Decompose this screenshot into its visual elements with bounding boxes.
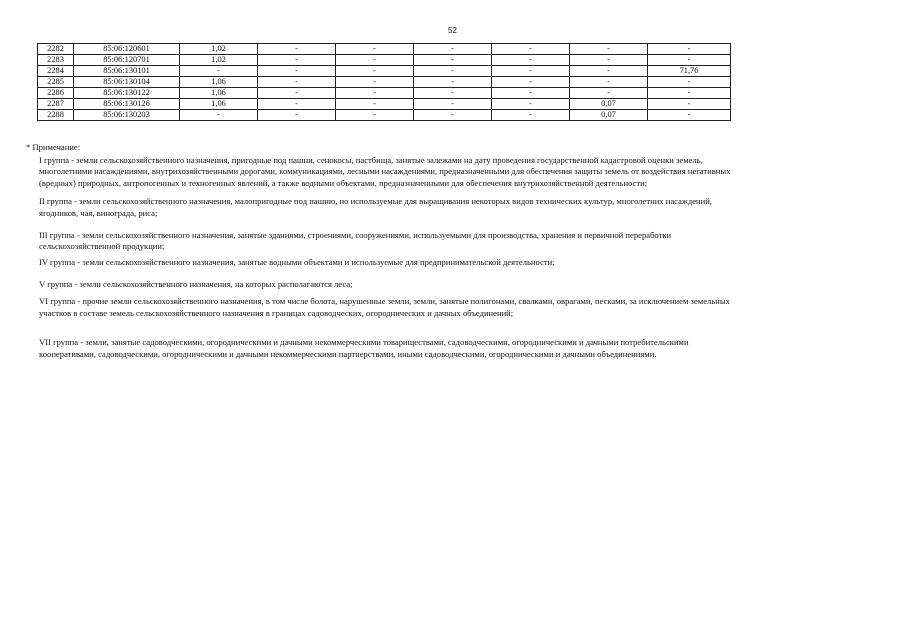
table-cell: 1,02 bbox=[180, 55, 258, 66]
table-cell: - bbox=[492, 44, 570, 55]
table-cell: - bbox=[570, 77, 648, 88]
table-cell: 85:06:120601 bbox=[74, 44, 180, 55]
notes-title: * Примечание: bbox=[26, 142, 81, 152]
table-cell: 85:06:130122 bbox=[74, 88, 180, 99]
note-group-6: VI группа - прочие земли сельскохозяйственного назначения, в том числе болота, нарушенные земли, земли, занятые полигонами, свалками, оврагами, песками, за исключением земельных участков в составе земель сельскохозяйственного назначения в границах садоводческих, огороднических и дачных объединений; bbox=[39, 295, 730, 318]
table-cell: 2285 bbox=[38, 77, 74, 88]
table-cell: - bbox=[570, 55, 648, 66]
table-cell: 0,07 bbox=[570, 110, 648, 121]
note-group-1: I группа - земли сельскохозяйственного назначения, пригодные под пашни, сенокосы, пастбища, занятые залежами на дату проведения государственной кадастровой оценки земель, многолетними насаждениями, внутрихозяйственными дорогами, коммуникациями, лесными насаждениями, предназначенными для обеспечения защиты земель от воздействия негативных (вредных) природных, антропогенных и техногенных явлений, а также водными объектами, предназначенными для обеспечения внутрихозяйственной деятельности; bbox=[39, 154, 731, 188]
table-cell: 2287 bbox=[38, 99, 74, 110]
table-cell: 2288 bbox=[38, 110, 74, 121]
table-cell: - bbox=[570, 88, 648, 99]
table-cell: 2286 bbox=[38, 88, 74, 99]
table-cell: - bbox=[492, 66, 570, 77]
table-cell: 1,06 bbox=[180, 77, 258, 88]
table-cell: - bbox=[336, 66, 414, 77]
table-cell: - bbox=[648, 77, 731, 88]
table-cell: - bbox=[336, 88, 414, 99]
table-cell: - bbox=[336, 44, 414, 55]
table-cell: 2283 bbox=[38, 55, 74, 66]
table-cell: - bbox=[258, 55, 336, 66]
table-cell: 1,06 bbox=[180, 88, 258, 99]
table-cell: - bbox=[336, 99, 414, 110]
table-cell: - bbox=[180, 110, 258, 121]
table-cell: - bbox=[414, 77, 492, 88]
table-cell: - bbox=[570, 66, 648, 77]
table-cell: - bbox=[258, 110, 336, 121]
table-row bbox=[38, 99, 731, 110]
table-cell: 85:06:130104 bbox=[74, 77, 180, 88]
table-cell: 0,07 bbox=[570, 99, 648, 110]
table-cell: - bbox=[570, 44, 648, 55]
table-cell: - bbox=[648, 99, 731, 110]
table-cell: - bbox=[414, 110, 492, 121]
table-cell: - bbox=[492, 55, 570, 66]
table-cell: - bbox=[492, 77, 570, 88]
table-cell: - bbox=[414, 99, 492, 110]
table-row bbox=[38, 77, 731, 88]
table-cell: 1,06 bbox=[180, 99, 258, 110]
table-cell: 71,76 bbox=[648, 66, 731, 77]
table-cell: - bbox=[258, 77, 336, 88]
notes-section bbox=[26, 142, 734, 360]
note-group-4: IV группа - земли сельскохозяйственного назначения, занятые водными объектами и используемые для предпринимательской деятельности; bbox=[39, 256, 555, 267]
table-cell: 2284 bbox=[38, 66, 74, 77]
table-cell: - bbox=[492, 99, 570, 110]
table-cell: 85:06:130101 bbox=[74, 66, 180, 77]
table-cell: - bbox=[414, 66, 492, 77]
table-row bbox=[38, 55, 731, 66]
table-cell: 85:06:130126 bbox=[74, 99, 180, 110]
table-body bbox=[38, 44, 731, 121]
note-group-3: III группа - земли сельскохозяйственного назначения, занятые зданиями, строениями, сооружениями, используемыми для производства, хранения и первичной переработки сельскохозяйственной продукции; bbox=[39, 229, 672, 252]
table-cell: - bbox=[648, 55, 731, 66]
note-group-7: VII группа - земли, занятые садоводческими, огородническими и дачными некоммерческими товариществами, садоводческими, огородническими и дачными потребительскими кооперативами, садоводческими, огородническими и дачными некоммерческими партнерствами, иными садоводческими, огородническими и дачными объединениями. bbox=[39, 337, 689, 359]
table-cell: 2282 bbox=[38, 44, 74, 55]
table-cell: - bbox=[336, 77, 414, 88]
table-cell: - bbox=[258, 44, 336, 55]
valuation-table bbox=[37, 43, 731, 121]
table-cell: 1,02 bbox=[180, 44, 258, 55]
table-row bbox=[38, 88, 731, 99]
table-cell: - bbox=[258, 88, 336, 99]
note-group-5: V группа - земли сельскохозяйственного назначения, на которых располагаются леса; bbox=[39, 279, 353, 290]
page-number: 52 bbox=[448, 26, 457, 35]
table-cell: - bbox=[180, 66, 258, 77]
table-cell: 85:06:120701 bbox=[74, 55, 180, 66]
table-cell: - bbox=[414, 55, 492, 66]
table-cell: 85:06:130203 bbox=[74, 110, 180, 121]
table-cell: - bbox=[648, 44, 731, 55]
table-cell: - bbox=[492, 88, 570, 99]
table-cell: - bbox=[648, 88, 731, 99]
table-cell: - bbox=[414, 88, 492, 99]
table-cell: - bbox=[258, 66, 336, 77]
table-row bbox=[38, 44, 731, 55]
table-cell: - bbox=[258, 99, 336, 110]
table-cell: - bbox=[492, 110, 570, 121]
table-row bbox=[38, 110, 731, 121]
table-cell: - bbox=[336, 55, 414, 66]
table-cell: - bbox=[336, 110, 414, 121]
table-cell: - bbox=[414, 44, 492, 55]
table-row bbox=[38, 66, 731, 77]
note-group-2: II группа - земли сельскохозяйственного назначения, малопригодные под пашню, но используемые для выращивания некоторых видов технических культур, многолетних насаждений, ягодников, чая, винограда, риса; bbox=[39, 196, 712, 218]
table-cell: - bbox=[648, 110, 731, 121]
